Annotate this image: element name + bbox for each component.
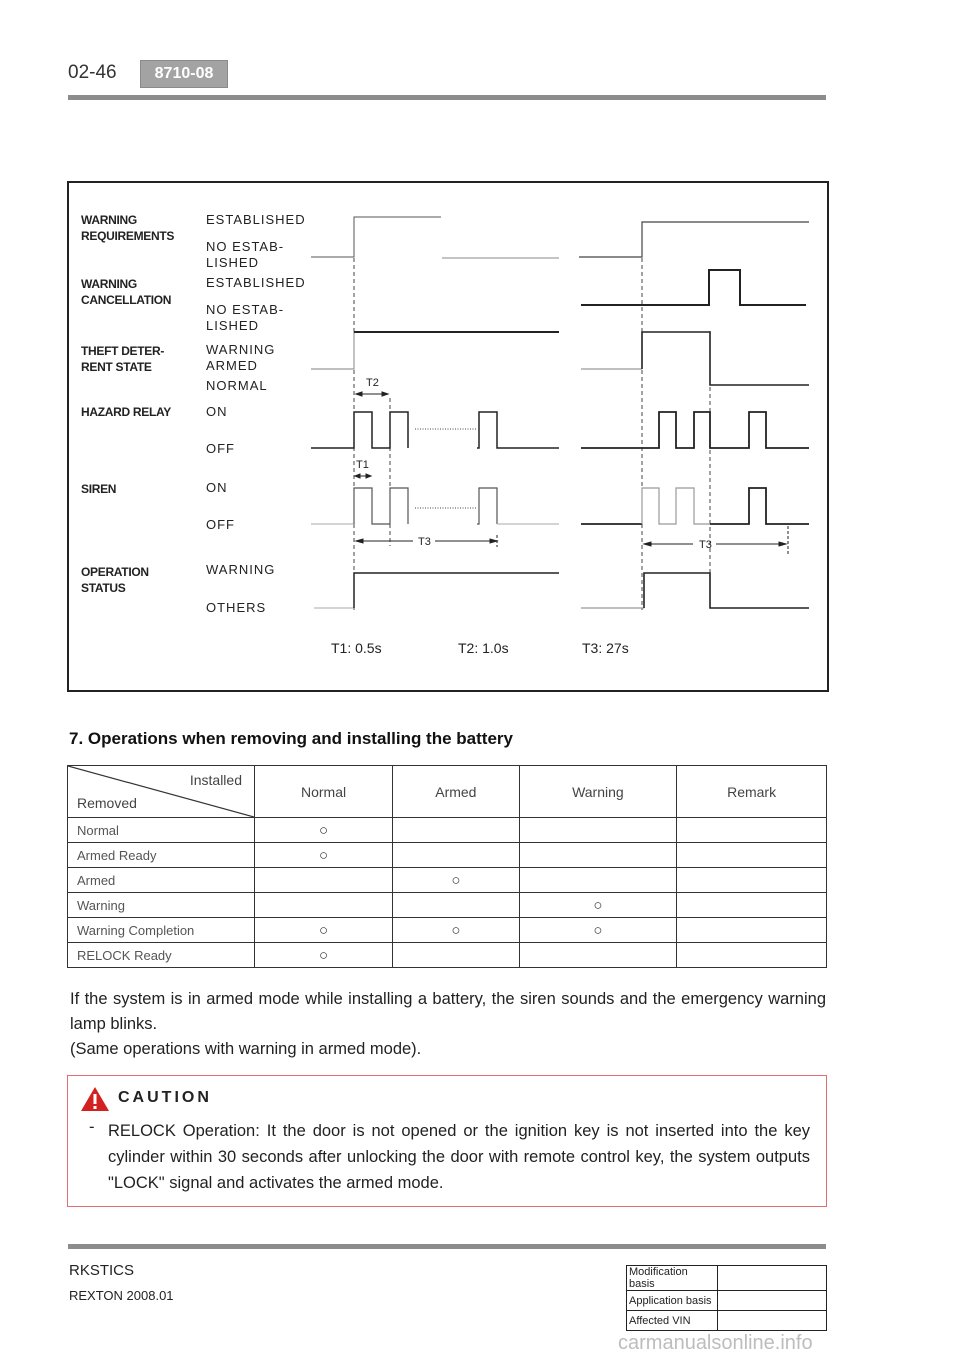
table-cell: ○: [255, 818, 393, 843]
state-off: OFF: [206, 441, 235, 456]
signal-name-siren: SIREN: [81, 482, 117, 496]
info-key: Affected VIN: [627, 1311, 718, 1331]
waveform-hazard-relay-left-tail: [477, 412, 559, 448]
table-cell: ○: [519, 893, 677, 918]
table-cell: [677, 893, 827, 918]
table-cell: [255, 868, 393, 893]
table-cell: ○: [255, 843, 393, 868]
waveform-siren-left: [354, 488, 408, 524]
table-cell: [677, 868, 827, 893]
table-row: [68, 868, 827, 893]
table-corner-cell: [68, 766, 255, 818]
table-cell: [393, 818, 519, 843]
arrow-head: [779, 542, 786, 546]
paragraph-line: If the system is in armed mode while installing a battery, the siren sounds and the emergency warning lamp blinks.: [70, 990, 826, 1033]
footer-rule: [68, 1244, 826, 1249]
table-cell: ○: [519, 918, 677, 943]
corner-removed-label: Removed: [77, 795, 137, 811]
caution-label: CAUTION: [118, 1089, 212, 1106]
caution-text: RELOCK Operation: It the door is not opened or the ignition key is not inserted into the key cylinder within 30 seconds after unlocking the door with remote control key, the system outputs "LOCK" signal and activates the armed mode.: [108, 1122, 810, 1192]
state-others: OTHERS: [206, 600, 267, 615]
waveform-operation-right: [644, 573, 809, 608]
footer-brand: RKSTICS: [69, 1262, 135, 1279]
state-normal: NORMAL: [206, 378, 268, 393]
section-code-badge: 8710-08: [140, 60, 228, 88]
watermark: carmanualsonline.info: [618, 1332, 813, 1354]
arrow-head: [355, 474, 360, 478]
row-label: RELOCK Ready: [68, 943, 255, 968]
column-header: Remark: [677, 766, 827, 818]
row-label: Armed Ready: [68, 843, 255, 868]
table-cell: ○: [255, 943, 393, 968]
waveform-theft-state-left-low: [311, 332, 559, 369]
state-on: ON: [206, 404, 228, 419]
table-row: [68, 918, 827, 943]
info-key: Modification basis: [627, 1266, 718, 1291]
list-bullet: -: [89, 1118, 95, 1136]
info-value: [718, 1311, 827, 1331]
waveform-siren-right-pulses: [642, 488, 710, 524]
arrow-head: [366, 474, 371, 478]
table-header-row: [68, 766, 827, 818]
interval-label-t1: T1: [356, 459, 369, 471]
table-cell: [255, 893, 393, 918]
state-warning-armed: WARNING ARMED: [206, 342, 276, 373]
modification-info-table: [626, 1265, 827, 1331]
table-cell: [677, 943, 827, 968]
timing-diagram-frame: [67, 181, 829, 692]
table-cell: ○: [255, 918, 393, 943]
column-header: Warning: [519, 766, 677, 818]
timing-diagram: [69, 183, 827, 690]
table-cell: ○: [393, 918, 519, 943]
table-row: [68, 818, 827, 843]
info-value: [718, 1266, 827, 1291]
waveform-theft-state-right: [642, 332, 809, 385]
waveform-hazard-relay-left: [311, 412, 408, 448]
waveform-siren-right-tail: [710, 488, 809, 524]
state-not-established: NO ESTAB-LISHED: [206, 239, 285, 270]
table-cell: [393, 843, 519, 868]
section-title: 7. Operations when removing and installing the battery: [69, 729, 513, 748]
waveform-warning-cancellation: [581, 270, 806, 305]
header-rule: [68, 95, 826, 100]
interval-label-t3: T3: [418, 536, 431, 548]
footer-model: REXTON 2008.01: [69, 1288, 174, 1303]
waveform-hazard-relay-right: [581, 412, 809, 448]
table-cell: [677, 918, 827, 943]
row-label: Armed: [68, 868, 255, 893]
signal-name-hazard-relay: HAZARD RELAY: [81, 405, 171, 419]
warning-triangle-icon: [80, 1086, 110, 1112]
table-cell: [519, 843, 677, 868]
table-cell: ○: [393, 868, 519, 893]
table-cell: [677, 843, 827, 868]
state-warning: WARNING: [206, 562, 276, 577]
row-label: Normal: [68, 818, 255, 843]
table-row: [68, 943, 827, 968]
interval-label-t3-right: T3: [699, 539, 712, 551]
signal-name-warning-requirements: WARNING REQUIREMENTS: [81, 213, 175, 243]
signal-name-theft-deterrent-state: THEFT DETER-RENT STATE: [81, 344, 165, 374]
arrow-head: [644, 542, 651, 546]
page-number: 02-46: [68, 62, 117, 83]
body-paragraph: [70, 987, 826, 1062]
table-cell: [677, 818, 827, 843]
caution-box: [67, 1075, 827, 1207]
timing-legend-t2: T2: 1.0s: [458, 640, 509, 656]
table-cell: [519, 943, 677, 968]
state-on: ON: [206, 480, 228, 495]
arrow-head: [356, 539, 363, 543]
waveform-warning-requirements: [311, 217, 441, 257]
arrow-head: [382, 392, 388, 396]
info-value: [718, 1291, 827, 1311]
signal-name-warning-cancellation: WARNING CANCELLATION: [81, 277, 172, 307]
table-cell: [519, 868, 677, 893]
waveform-operation-left: [354, 573, 559, 608]
state-off: OFF: [206, 517, 235, 532]
column-header: Normal: [255, 766, 393, 818]
table-cell: [393, 893, 519, 918]
table-row: [68, 843, 827, 868]
interval-label-t2: T2: [366, 377, 379, 389]
row-label: Warning: [68, 893, 255, 918]
state-established: ESTABLISHED: [206, 212, 306, 227]
column-header: Armed: [393, 766, 519, 818]
signal-name-operation-status: OPERATION STATUS: [81, 565, 149, 595]
state-not-established: NO ESTAB-LISHED: [206, 302, 285, 333]
waveform-warning-requirements-right: [579, 222, 809, 257]
timing-legend-t3: T3: 27s: [582, 640, 629, 656]
timing-legend-t1: T1: 0.5s: [331, 640, 382, 656]
paragraph-line: (Same operations with warning in armed mode).: [70, 1040, 422, 1058]
row-label: Warning Completion: [68, 918, 255, 943]
waveform-siren-left-tail: [477, 488, 497, 524]
arrow-head: [356, 392, 362, 396]
table-cell: [519, 818, 677, 843]
table-row: [627, 1266, 827, 1291]
table-row: [627, 1311, 827, 1331]
arrow-head: [490, 539, 497, 543]
state-established: ESTABLISHED: [206, 275, 306, 290]
table-row: [627, 1291, 827, 1311]
info-key: Application basis: [627, 1291, 718, 1311]
table-cell: [393, 943, 519, 968]
battery-operations-table: [67, 765, 827, 968]
corner-installed-label: Installed: [189, 772, 242, 788]
table-row: [68, 893, 827, 918]
